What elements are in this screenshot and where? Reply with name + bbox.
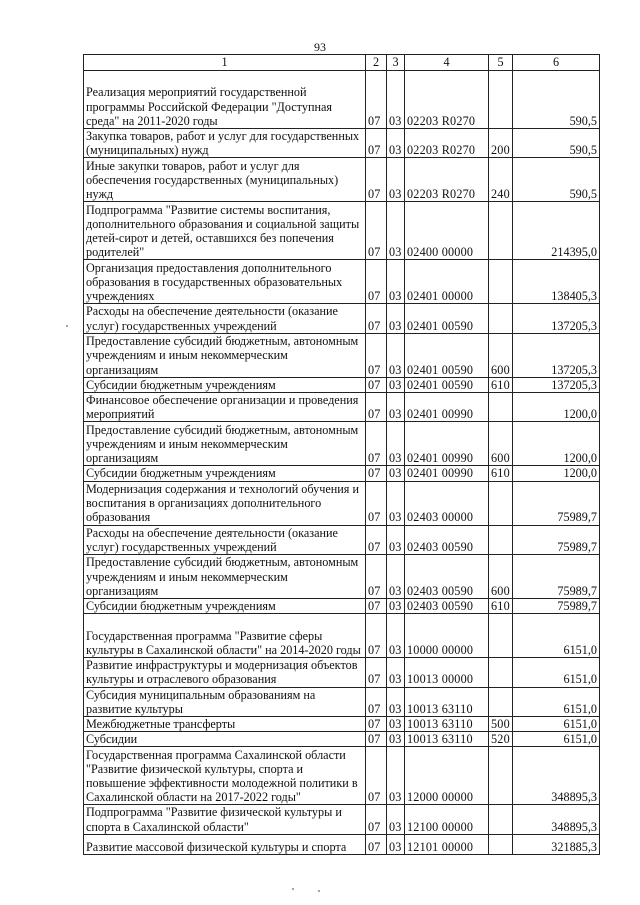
amount: 214395,0 — [513, 202, 600, 260]
row-name: Межбюджетные трансферты — [84, 717, 366, 732]
target-article-code: 02403 00590 — [405, 525, 489, 554]
amount: 348895,3 — [513, 747, 600, 805]
section-code: 07 — [366, 658, 387, 687]
amount: 138405,3 — [513, 260, 600, 304]
subsection-code: 03 — [387, 614, 405, 658]
amount: 75989,7 — [513, 525, 600, 554]
section-code: 07 — [366, 599, 387, 614]
table-row — [84, 481, 600, 525]
section-code: 07 — [366, 129, 387, 158]
row-name: Субсидии — [84, 732, 366, 747]
expense-type-code — [489, 71, 513, 129]
table-row — [84, 333, 600, 377]
row-name: Иные закупки товаров, работ и услуг для обеспечения государственных (муниципальных) нужд — [84, 158, 366, 202]
amount: 137205,3 — [513, 304, 600, 333]
header-row — [84, 55, 600, 71]
subsection-code: 03 — [387, 333, 405, 377]
amount: 6151,0 — [513, 717, 600, 732]
row-name: Субсидии бюджетным учреждениям — [84, 599, 366, 614]
section-code: 07 — [366, 614, 387, 658]
subsection-code: 03 — [387, 834, 405, 854]
amount: 75989,7 — [513, 555, 600, 599]
row-name: Модернизация содержания и технологий обучения и воспитания в организациях дополнительного образования — [84, 481, 366, 525]
amount: 590,5 — [513, 129, 600, 158]
target-article-code: 02401 00990 — [405, 466, 489, 481]
target-article-code: 02403 00000 — [405, 481, 489, 525]
expense-type-code — [489, 805, 513, 834]
amount: 1200,0 — [513, 422, 600, 466]
table-row — [84, 732, 600, 747]
target-article-code: 02401 00990 — [405, 393, 489, 422]
section-code: 07 — [366, 202, 387, 260]
row-name: Развитие массовой физической культуры и спорта — [84, 834, 366, 854]
table-row — [84, 304, 600, 333]
section-code: 07 — [366, 304, 387, 333]
expense-type-code — [489, 525, 513, 554]
target-article-code: 10013 63110 — [405, 687, 489, 716]
page-number: 93 — [314, 40, 326, 54]
row-name: Субсидия муниципальным образованиям на развитие культуры — [84, 687, 366, 716]
column-header: 1 — [84, 55, 366, 71]
table-row — [84, 466, 600, 481]
subsection-code: 03 — [387, 158, 405, 202]
section-code: 07 — [366, 747, 387, 805]
expense-type-code: 500 — [489, 717, 513, 732]
expense-type-code — [489, 687, 513, 716]
table-row — [84, 158, 600, 202]
target-article-code: 02403 00590 — [405, 599, 489, 614]
expense-type-code — [489, 658, 513, 687]
row-name: Расходы на обеспечение деятельности (оказание услуг) государственных учреждений — [84, 525, 366, 554]
expense-type-code — [489, 834, 513, 854]
row-name: Предоставление субсидий бюджетным, автономным учреждениям и иным некоммерческим организациям — [84, 333, 366, 377]
target-article-code: 02401 00590 — [405, 333, 489, 377]
expense-type-code — [489, 202, 513, 260]
expense-type-code: 610 — [489, 377, 513, 392]
table-row — [84, 805, 600, 834]
target-article-code: 10013 00000 — [405, 658, 489, 687]
expense-type-code: 520 — [489, 732, 513, 747]
target-article-code: 02401 00990 — [405, 422, 489, 466]
section-code: 07 — [366, 555, 387, 599]
row-name: Развитие инфраструктуры и модернизация объектов культуры и отраслевого образования — [84, 658, 366, 687]
expense-type-code — [489, 614, 513, 658]
subsection-code: 03 — [387, 555, 405, 599]
expense-type-code: 600 — [489, 555, 513, 599]
subsection-code: 03 — [387, 747, 405, 805]
table-row — [84, 614, 600, 658]
target-article-code: 02203 R0270 — [405, 129, 489, 158]
subsection-code: 03 — [387, 658, 405, 687]
amount: 590,5 — [513, 71, 600, 129]
column-header: 4 — [405, 55, 489, 71]
subsection-code: 03 — [387, 393, 405, 422]
table-row — [84, 834, 600, 854]
table-row — [84, 717, 600, 732]
section-code: 07 — [366, 377, 387, 392]
target-article-code: 02203 R0270 — [405, 71, 489, 129]
target-article-code: 02401 00590 — [405, 377, 489, 392]
section-code: 07 — [366, 717, 387, 732]
table-row — [84, 555, 600, 599]
subsection-code: 03 — [387, 717, 405, 732]
amount: 348895,3 — [513, 805, 600, 834]
target-article-code: 10000 00000 — [405, 614, 489, 658]
target-article-code: 12101 00000 — [405, 834, 489, 854]
row-name: Государственная программа Сахалинской области "Развитие физической культуры, спорта и повышение эффективности молодежной политики в Сахалинской области на 2017-2022 годы" — [84, 747, 366, 805]
subsection-code: 03 — [387, 466, 405, 481]
target-article-code: 12000 00000 — [405, 747, 489, 805]
row-name: Финансовое обеспечение организации и проведения мероприятий — [84, 393, 366, 422]
scan-speck — [292, 888, 294, 890]
section-code: 07 — [366, 71, 387, 129]
table-row — [84, 525, 600, 554]
amount: 1200,0 — [513, 393, 600, 422]
subsection-code: 03 — [387, 71, 405, 129]
row-name: Субсидии бюджетным учреждениям — [84, 466, 366, 481]
target-article-code: 10013 63110 — [405, 717, 489, 732]
row-name: Подпрограмма "Развитие системы воспитания, дополнительного образования и социальной защиты детей-сирот и детей, оставшихся без попечения родителей" — [84, 202, 366, 260]
amount: 321885,3 — [513, 834, 600, 854]
target-article-code: 02401 00590 — [405, 304, 489, 333]
section-code: 07 — [366, 260, 387, 304]
row-name: Субсидии бюджетным учреждениям — [84, 377, 366, 392]
expense-type-code — [489, 393, 513, 422]
target-article-code: 02203 R0270 — [405, 158, 489, 202]
target-article-code: 12100 00000 — [405, 805, 489, 834]
amount: 1200,0 — [513, 466, 600, 481]
expense-type-code — [489, 747, 513, 805]
section-code: 07 — [366, 525, 387, 554]
budget-table — [83, 54, 600, 855]
table-row — [84, 658, 600, 687]
subsection-code: 03 — [387, 202, 405, 260]
row-name: Государственная программа "Развитие сферы культуры в Сахалинской области" на 2014-2020 годы — [84, 614, 366, 658]
table-row — [84, 687, 600, 716]
column-header: 3 — [387, 55, 405, 71]
section-code: 07 — [366, 805, 387, 834]
expense-type-code — [489, 481, 513, 525]
section-code: 07 — [366, 481, 387, 525]
scan-speck — [66, 325, 68, 327]
section-code: 07 — [366, 158, 387, 202]
row-name: Организация предоставления дополнительного образования в государственных образовательных учреждениях — [84, 260, 366, 304]
amount: 137205,3 — [513, 377, 600, 392]
expense-type-code: 200 — [489, 129, 513, 158]
expense-type-code — [489, 260, 513, 304]
amount: 6151,0 — [513, 614, 600, 658]
subsection-code: 03 — [387, 129, 405, 158]
expense-type-code — [489, 304, 513, 333]
subsection-code: 03 — [387, 422, 405, 466]
section-code: 07 — [366, 732, 387, 747]
row-name: Предоставление субсидий бюджетным, автономным учреждениям и иным некоммерческим организациям — [84, 555, 366, 599]
section-code: 07 — [366, 466, 387, 481]
section-code: 07 — [366, 834, 387, 854]
row-name: Предоставление субсидий бюджетным, автономным учреждениям и иным некоммерческим организациям — [84, 422, 366, 466]
subsection-code: 03 — [387, 377, 405, 392]
subsection-code: 03 — [387, 599, 405, 614]
expense-type-code: 600 — [489, 422, 513, 466]
column-header: 2 — [366, 55, 387, 71]
section-code: 07 — [366, 333, 387, 377]
expense-type-code: 600 — [489, 333, 513, 377]
table-row — [84, 202, 600, 260]
amount: 6151,0 — [513, 732, 600, 747]
table-row — [84, 747, 600, 805]
section-code: 07 — [366, 393, 387, 422]
expense-type-code: 610 — [489, 466, 513, 481]
table-row — [84, 377, 600, 392]
subsection-code: 03 — [387, 732, 405, 747]
amount: 75989,7 — [513, 599, 600, 614]
table-row — [84, 260, 600, 304]
table-row — [84, 71, 600, 129]
expense-type-code: 610 — [489, 599, 513, 614]
section-code: 07 — [366, 687, 387, 716]
row-name: Закупка товаров, работ и услуг для государственных (муниципальных) нужд — [84, 129, 366, 158]
amount: 590,5 — [513, 158, 600, 202]
subsection-code: 03 — [387, 805, 405, 834]
table-row — [84, 129, 600, 158]
table-row — [84, 599, 600, 614]
row-name: Расходы на обеспечение деятельности (оказание услуг) государственных учреждений — [84, 304, 366, 333]
scan-speck — [318, 890, 320, 892]
amount: 75989,7 — [513, 481, 600, 525]
subsection-code: 03 — [387, 304, 405, 333]
row-name: Подпрограмма "Развитие физической культуры и спорта в Сахалинской области" — [84, 805, 366, 834]
column-header: 6 — [513, 55, 600, 71]
amount: 6151,0 — [513, 658, 600, 687]
target-article-code: 02400 00000 — [405, 202, 489, 260]
subsection-code: 03 — [387, 687, 405, 716]
target-article-code: 02403 00590 — [405, 555, 489, 599]
subsection-code: 03 — [387, 260, 405, 304]
amount: 6151,0 — [513, 687, 600, 716]
table-row — [84, 393, 600, 422]
row-name: Реализация мероприятий государственной программы Российской Федерации "Доступная среда" на 2011-2020 годы — [84, 71, 366, 129]
target-article-code: 10013 63110 — [405, 732, 489, 747]
subsection-code: 03 — [387, 525, 405, 554]
amount: 137205,3 — [513, 333, 600, 377]
section-code: 07 — [366, 422, 387, 466]
table-row — [84, 422, 600, 466]
subsection-code: 03 — [387, 481, 405, 525]
target-article-code: 02401 00000 — [405, 260, 489, 304]
expense-type-code: 240 — [489, 158, 513, 202]
column-header: 5 — [489, 55, 513, 71]
